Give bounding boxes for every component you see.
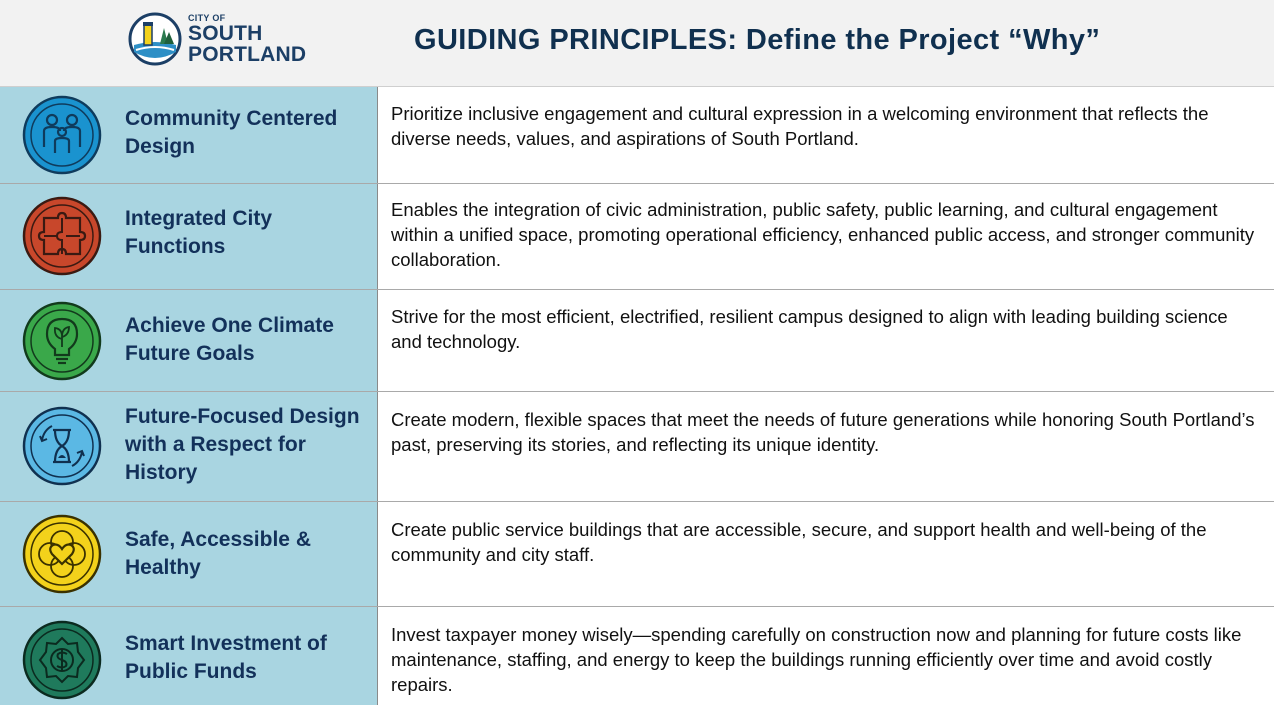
principle-label-cell (0, 290, 378, 391)
puzzle-icon (22, 196, 102, 276)
principle-label-cell (0, 502, 378, 606)
city-logo (128, 12, 318, 72)
page-header (0, 0, 1274, 87)
principle-label-cell (0, 607, 378, 705)
principle-label-cell (0, 87, 378, 183)
principle-label-cell (0, 392, 378, 501)
principle-description: Invest taxpayer money wisely—spending carefully on construction now and planning for future costs like maintenance, staffing, and energy to keep the buildings running efficiently over time and avoid costly repairs. (391, 624, 1242, 695)
principle-title: Community Centered Design (125, 107, 338, 158)
principle-title: Integrated City Functions (125, 207, 273, 258)
principle-row-climate (0, 290, 1274, 392)
people-icon (22, 95, 102, 175)
principle-description: Create public service buildings that are accessible, secure, and support health and well-being of the community and city staff. (391, 519, 1207, 565)
lighthouse-seal-icon (128, 12, 182, 66)
principle-description: Strive for the most efficient, electrified, resilient campus designed to align with leading building science and technology. (391, 306, 1228, 352)
principle-description: Enables the integration of civic administration, public safety, public learning, and cultural engagement within a unified space, promoting operational efficiency, enhanced public access, and stronger community collaboration. (391, 199, 1255, 270)
principle-row-integrated (0, 184, 1274, 290)
principle-description: Prioritize inclusive engagement and cultural expression in a welcoming environment that reflects the diverse needs, values, and aspirations of South Portland. (391, 103, 1209, 149)
principle-title: Achieve One Climate Future Goals (125, 314, 334, 365)
principle-title: Safe, Accessible & Healthy (125, 528, 311, 579)
hourglass-cycle-icon (22, 406, 102, 486)
logo-name-line2: PORTLAND (188, 43, 307, 66)
principle-label-cell (0, 184, 378, 289)
principle-title: Smart Investment of Public Funds (125, 632, 327, 683)
heart-icon (22, 514, 102, 594)
lightbulb-leaf-icon (22, 301, 102, 381)
principle-row-community (0, 87, 1274, 184)
page-title: GUIDING PRINCIPLES: Define the Project “Why” (414, 24, 1101, 56)
principle-row-safe (0, 502, 1274, 607)
principle-description: Create modern, flexible spaces that meet the needs of future generations while honoring South Portland’s past, preserving its stories, and reflecting its unique identity. (391, 409, 1255, 455)
principle-row-future (0, 392, 1274, 502)
logo-name-line1: SOUTH (188, 22, 263, 45)
logo-city-label: CITY OF (188, 13, 226, 23)
principle-row-smart (0, 607, 1274, 705)
principle-title: Future-Focused Design with a Respect for History (125, 405, 360, 484)
dollar-badge-icon (22, 620, 102, 700)
